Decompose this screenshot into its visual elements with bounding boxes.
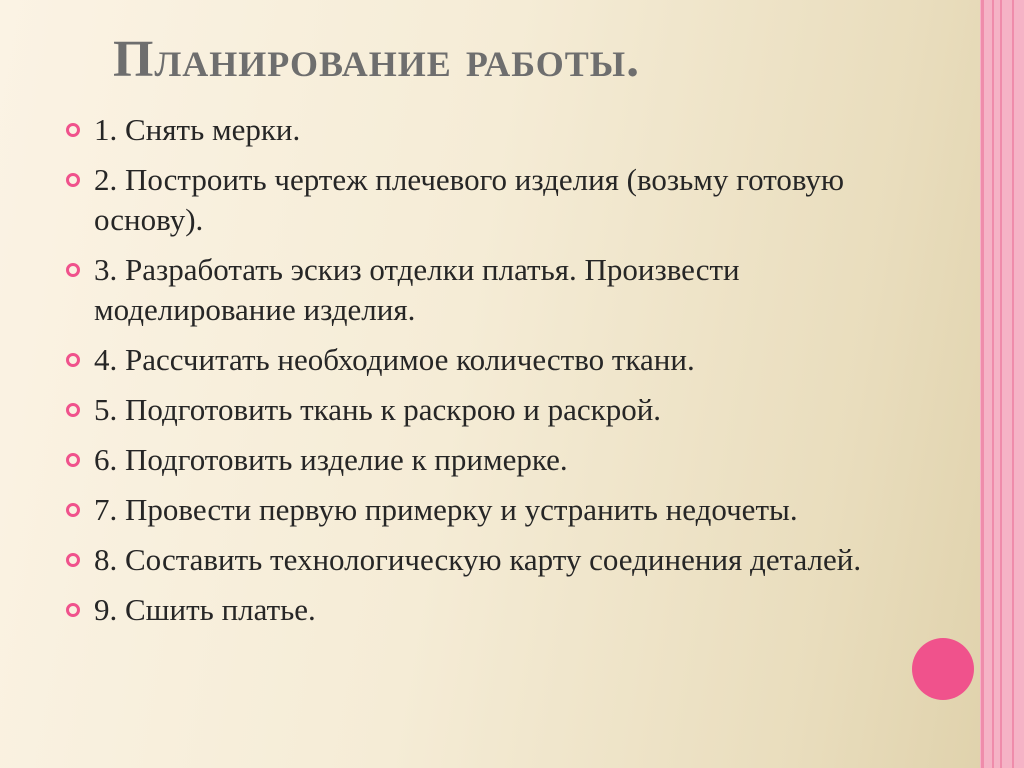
list-item [66,160,866,240]
decorative-side-band [980,0,1024,768]
list-item-text: 2. Построить чертеж плечевого изделия (возьму готовую основу). [94,162,845,237]
list-item-text: 3. Разработать эскиз отделки платья. Произвести моделирование изделия. [94,252,740,327]
list-item-text: 6. Подготовить изделие к примерке. [94,442,568,477]
list-item-text: 5. Подготовить ткань к раскрою и раскрой. [94,392,662,427]
circle-bullet-icon [66,553,80,567]
list-item-text: 1. Снять мерки. [94,112,301,147]
circle-bullet-icon [66,603,80,617]
list-item-text: 8. Составить технологическую карту соединения деталей. [94,542,862,577]
list-item-text: 9. Сшить платье. [94,592,316,627]
circle-bullet-icon [66,453,80,467]
list-item [66,490,866,530]
list-item [66,590,866,630]
circle-bullet-icon [66,403,80,417]
decorative-stripe [992,0,994,768]
slide-title: Планирование работы. [113,31,641,88]
circle-bullet-icon [66,263,80,277]
list-item [66,540,866,580]
circle-bullet-icon [66,353,80,367]
list-item [66,250,866,330]
list-item [66,390,866,430]
decorative-stripe [1000,0,1002,768]
circle-bullet-icon [66,173,80,187]
list-item [66,340,866,380]
decorative-circle [912,638,974,700]
decorative-stripe [1012,0,1014,768]
list-item-text: 7. Провести первую примерку и устранить недочеты. [94,492,798,527]
plan-list [66,110,866,640]
list-item-text: 4. Рассчитать необходимое количество ткани. [94,342,695,377]
circle-bullet-icon [66,503,80,517]
circle-bullet-icon [66,123,80,137]
decorative-stripe [981,0,984,768]
list-item [66,110,866,150]
list-item [66,440,866,480]
